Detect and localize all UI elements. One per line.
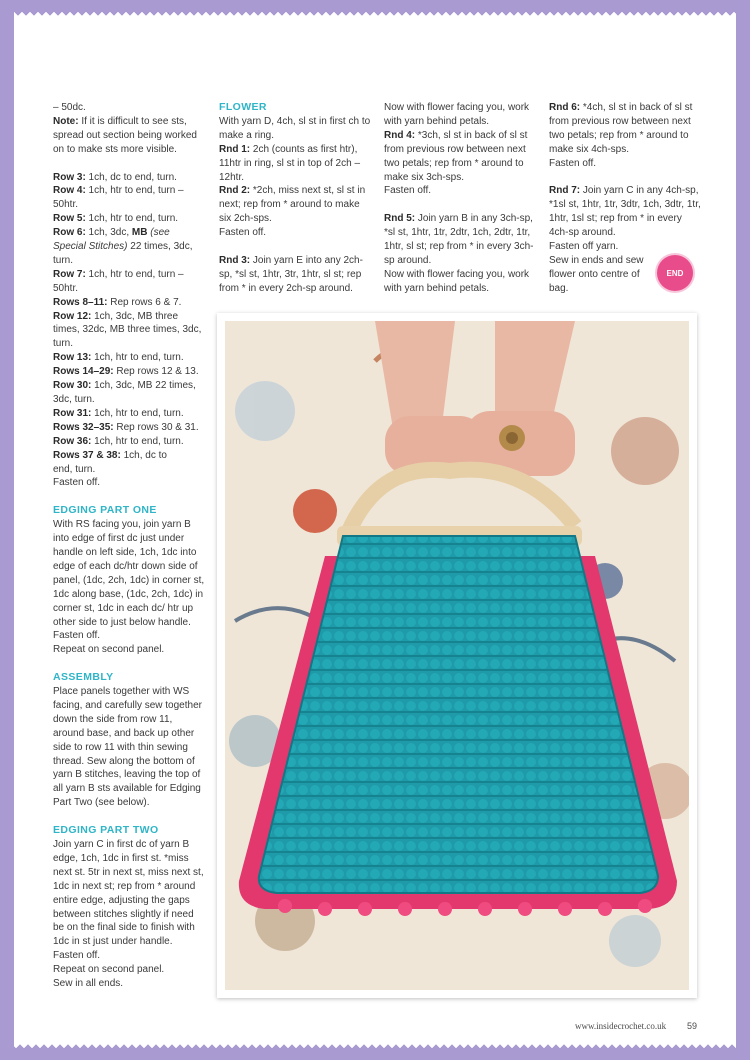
flower-note: Now with flower facing you, work with yarn behind petals. <box>384 102 530 127</box>
top-border <box>0 0 750 16</box>
sew-note: Sew in ends and sew flower onto centre of bag. <box>549 254 644 294</box>
assembly-text: Place panels together with WS facing, and carefully sew together down the side from row 11, around base, and back up other side to row 11 with thin sewing thread. Sew along the bottom of yarn B stitches, leaving the top of all yarn B sts available for Edging Part Two (see below). <box>53 686 202 809</box>
repeat-note: Repeat on second panel. <box>53 644 165 656</box>
section-heading-edging-part-two: EDGING PART TWO <box>53 824 159 837</box>
row-instruction: Row 12: 1ch, 3dc, MB three times, 32dc, MB three times, 3dc, turn. <box>53 310 202 350</box>
row-instruction: Row 30: 1ch, 3dc, MB 22 times, 3dc, turn. <box>53 380 196 406</box>
end-badge: END <box>657 255 693 291</box>
flower-note: Now with flower facing you, work with yarn behind petals. <box>384 268 530 294</box>
note: Note: If it is difficult to see sts, spread out section being worked on to make sts more visible. <box>53 115 197 155</box>
edging-one-text: With RS facing you, join yarn B into edge of first dc just under handle on left side, 1ch, 1dc into edge of each dc/htr down side of panel, (1dc, 2ch, 1dc) in corner st, 1dc along base, (1dc, 2ch, 1dc) in corner st, 1dc in each dc/ htr up other side to just below handle. <box>53 519 205 628</box>
fasten-off: Fasten off. <box>53 950 101 962</box>
right-border <box>736 0 750 1060</box>
row-instruction: Row 36: 1ch, htr to end, turn. <box>53 435 184 447</box>
fasten-off: Fasten off. <box>53 477 101 489</box>
round-instruction: Rnd 6: *4ch, sl st in back of sl st from previous row between next two petals; rep from * around to make six 4ch-sps. <box>549 102 693 155</box>
sew-note: Sew in all ends. <box>53 978 124 990</box>
bag-photo <box>225 321 689 990</box>
column-3 <box>384 101 536 296</box>
text-line: – 50dc. <box>53 102 86 113</box>
round-instruction: Rnd 4: *3ch, sl st in back of sl st from previous row between next two petals; rep from * around to make six 3ch-sps. <box>384 129 528 183</box>
column-2 <box>219 101 371 296</box>
round-instruction: Rnd 5: Join yarn B in any 3ch-sp, *sl st, 1htr, 1tr, 2dtr, 1ch, 2dtr, 1tr, 1htr, sl st; rep from * in every 3ch-sp around. <box>384 213 534 266</box>
row-instruction: Row 4: 1ch, htr to end, turn – 50htr. <box>53 185 184 211</box>
fasten-off: Fasten off. <box>53 630 101 642</box>
repeat-note: Repeat on second panel. <box>53 964 165 976</box>
row-instruction: Rows 8–11: Rep rows 6 & 7. <box>53 296 182 308</box>
flower-intro: With yarn D, 4ch, sl st in first ch to make a ring. <box>219 115 371 141</box>
section-heading-assembly: ASSEMBLY <box>53 671 114 684</box>
page-number: 59 <box>687 1021 698 1031</box>
row-instruction: Row 13: 1ch, htr to end, turn. <box>53 352 184 364</box>
row-instruction: Row 5: 1ch, htr to end, turn. <box>53 213 179 225</box>
row-instruction: Rows 14–29: Rep rows 12 & 13. <box>53 366 199 378</box>
row-instruction: Row 6: 1ch, 3dc, MB (see Special Stitches) 22 times, 3dc, turn. <box>53 227 193 266</box>
footer-url: www.insidecrochet.co.uk <box>575 1021 667 1031</box>
crochet-bag-illustration <box>225 321 689 990</box>
edging-two-text: Join yarn C in first dc of yarn B edge, 1ch, 1dc in first st. *miss next st. 5tr in next st, miss next st, 1dc in next st; rep from * around entire edge, adjusting the gaps between stitches slightly if need be on the final side to finish with 1dc in st just under handle. <box>53 838 204 948</box>
row-instruction: Row 7: 1ch, htr to end, turn – 50htr. <box>53 268 184 294</box>
fasten-off: Fasten off yarn. <box>549 241 619 253</box>
row-instruction: Row 3: 1ch, dc to end, turn. <box>53 171 177 183</box>
column-1 <box>53 101 205 991</box>
bottom-border <box>0 1044 750 1060</box>
left-border <box>0 0 14 1060</box>
round-instruction: Rnd 7: Join yarn C in any 4ch-sp, *1sl st, 1htr, 1tr, 3dtr, 1ch, 3dtr, 1tr, 1htr, 1sl st; rep from * in every 4ch-sp around. <box>549 185 701 239</box>
photo-frame <box>217 313 697 998</box>
section-heading-edging-part-one: EDGING PART ONE <box>53 504 157 517</box>
fasten-off: Fasten off. <box>549 157 597 169</box>
round-instruction: Rnd 3: Join yarn E into any 2ch-sp, *sl st, 1htr, 3tr, 1htr, sl st; rep from * in every 2ch-sp around. <box>219 254 363 294</box>
round-instruction: Rnd 1: 2ch (counts as first htr), 11htr in ring, sl st in top of 2ch – 12htr. <box>219 143 361 183</box>
round-instruction: Rnd 2: *2ch, miss next st, sl st in next; rep from * around to make six 2ch-sps. <box>219 185 366 225</box>
row-instruction: Rows 37 & 38: 1ch, dc to end, turn. <box>53 449 167 475</box>
fasten-off: Fasten off. <box>219 227 267 239</box>
fasten-off: Fasten off. <box>384 185 432 197</box>
row-instruction: Rows 32–35: Rep rows 30 & 31. <box>53 421 199 433</box>
section-heading-flower: FLOWER <box>219 101 267 113</box>
row-instruction: Row 31: 1ch, htr to end, turn. <box>53 407 184 419</box>
